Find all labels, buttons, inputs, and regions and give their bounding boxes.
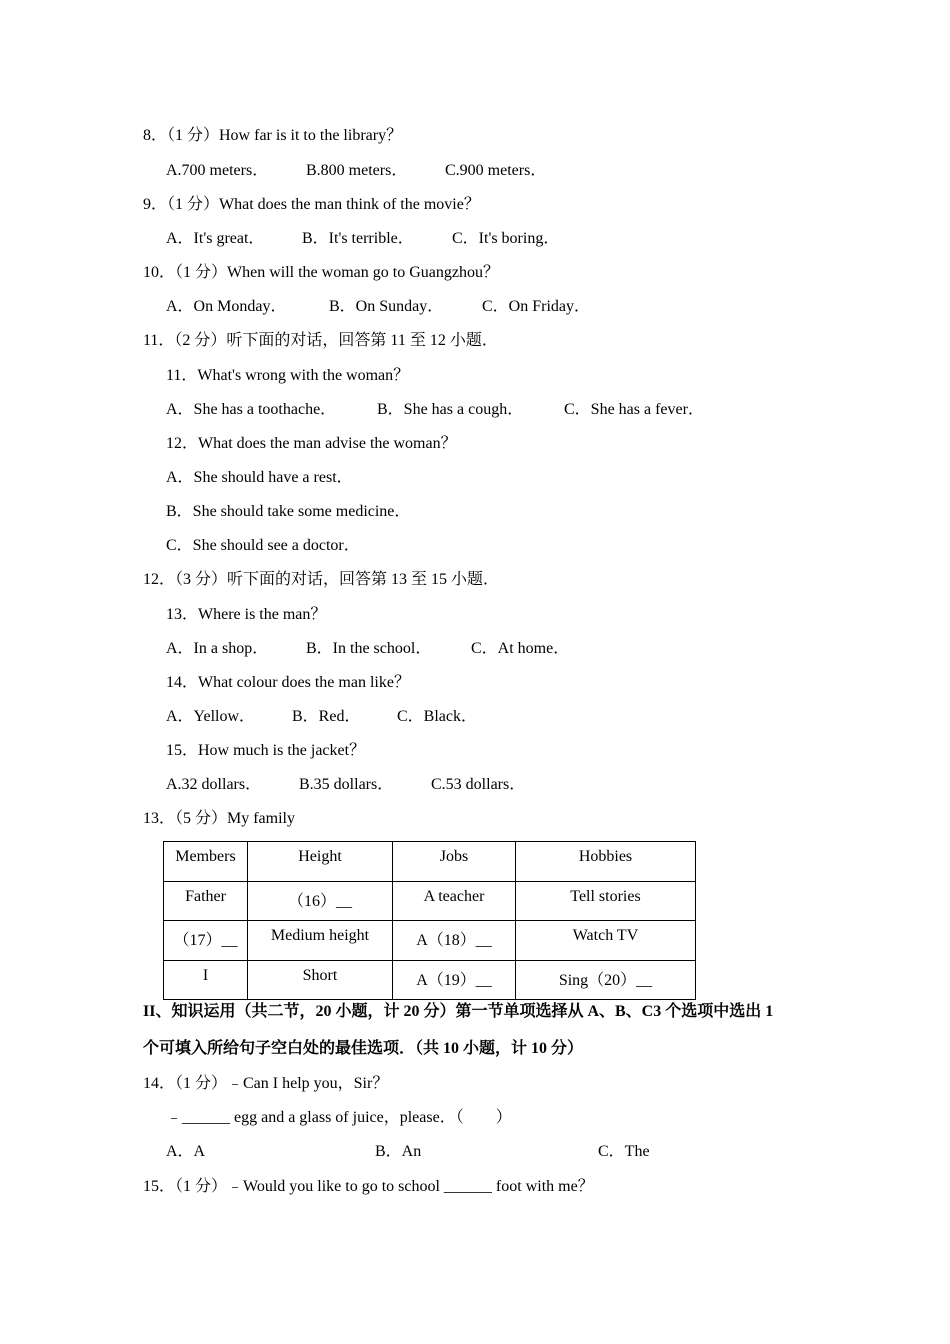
option-c: C．At home． [471,640,570,657]
option-a: A.700 meters． [166,162,269,179]
section-heading-line2: 个可填入所给句子空白处的最佳选项．（共 10 小题，计 10 分） [143,1040,584,1057]
question-12: 12．（3 分）听下面的对话，回答第 13 至 15 小题． [143,571,500,588]
table-cell: I [164,960,248,1000]
option-b: B.35 dollars． [299,776,394,793]
option-c: C．Black． [397,708,477,725]
option-a: A．On Monday． [166,298,287,315]
sub-question-12: 12．What does the man advise the woman？ [166,435,457,452]
option-a: A．Yellow． [166,708,256,725]
family-table [163,841,696,1000]
table-cell: A（19）__ [393,960,516,1000]
option-c: C．The [598,1143,650,1160]
sub-question-15: 15．How much is the jacket？ [166,742,366,759]
option-a: A.32 dollars． [166,776,262,793]
option-c: C．She should see a doctor． [166,537,360,554]
option-a: A．She should have a rest． [166,469,353,486]
table-cell: A（18）__ [393,921,516,961]
table-cell: Sing（20）__ [516,960,696,1000]
table-header: Hobbies [516,842,696,882]
option-c: C．It's boring． [452,230,560,247]
sub-question-11: 11．What's wrong with the woman？ [166,367,410,384]
table-cell: Medium height [248,921,393,961]
table-header: Height [248,842,393,882]
option-b: B．In the school． [306,640,432,657]
table-row [164,881,696,921]
option-b: B．An [375,1143,422,1160]
section-heading-line1: II、知识运用（共二节，20 小题，计 20 分）第一节单项选择从 A、B、C3 个选项中选出 1 [143,1003,774,1020]
table-cell: Short [248,960,393,1000]
table-cell: （16）__ [248,881,393,921]
question-14: 14．（1 分）﹣Can I help you，Sir？ [143,1075,389,1092]
question-13: 13．（5 分）My family [143,810,295,827]
table-header: Jobs [393,842,516,882]
table-cell: A teacher [393,881,516,921]
option-a: A．In a shop． [166,640,269,657]
question-8: 8．（1 分）How far is it to the library？ [143,127,403,144]
table-cell: Tell stories [516,881,696,921]
question-11: 11．（2 分）听下面的对话，回答第 11 至 12 小题． [143,332,498,349]
table-row [164,921,696,961]
option-b: B.800 meters． [306,162,408,179]
option-b: B．She should take some medicine． [166,503,411,520]
question-14-blank: ﹣______ egg and a glass of juice，please．（ ） [166,1109,512,1126]
option-b: B．She has a cough． [377,401,524,418]
option-b: B．On Sunday． [329,298,444,315]
table-cell: Watch TV [516,921,696,961]
option-c: C.900 meters． [445,162,547,179]
option-b: B．Red． [292,708,361,725]
option-c: C.53 dollars． [431,776,526,793]
question-15: 15．（1 分）﹣Would you like to go to school ______ foot with me？ [143,1178,594,1195]
table-cell: Father [164,881,248,921]
option-a: A．A [166,1143,206,1160]
table-header: Members [164,842,248,882]
question-10: 10．（1 分）When will the woman go to Guangzhou？ [143,264,499,281]
table-header-row [164,842,696,882]
table-cell: （17）__ [164,921,248,961]
option-a: A．She has a toothache． [166,401,337,418]
option-a: A．It's great． [166,230,265,247]
option-b: B．It's terrible． [302,230,414,247]
option-c: C．She has a fever． [564,401,704,418]
table-row [164,960,696,1000]
sub-question-14: 14．What colour does the man like？ [166,674,410,691]
sub-question-13: 13．Where is the man？ [166,606,327,623]
option-c: C．On Friday． [482,298,591,315]
question-9: 9．（1 分）What does the man think of the movie？ [143,196,480,213]
